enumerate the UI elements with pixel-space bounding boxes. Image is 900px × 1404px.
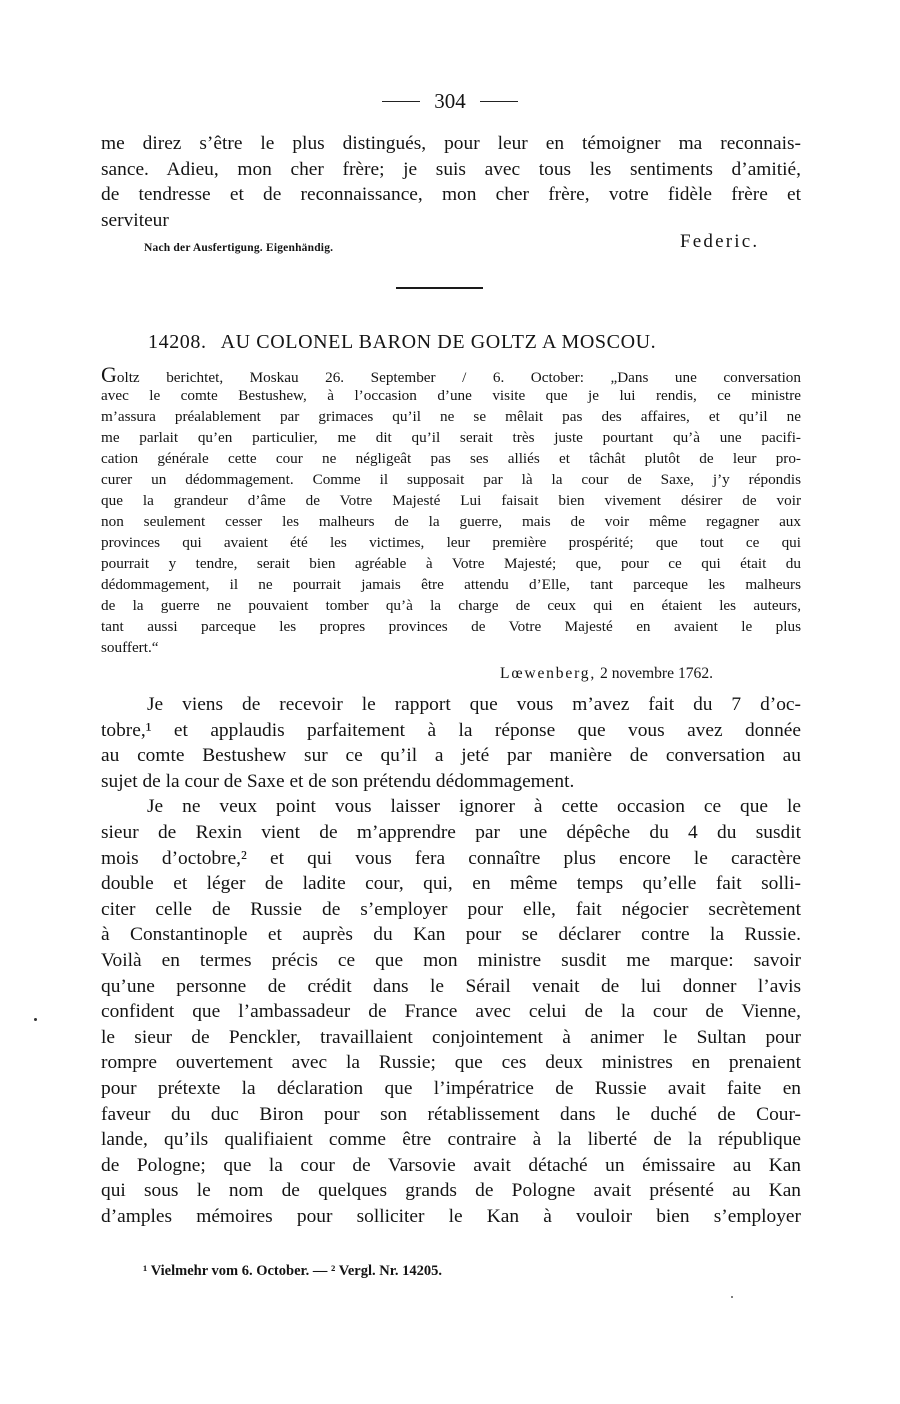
text-line: de tendresse et de reconnaissance, mon cher frère, votre fidèle frère et xyxy=(101,184,801,206)
text-line: sance. Adieu, mon cher frère; je suis avec tous les sentiments d’amitié, xyxy=(101,158,801,180)
source-note: Nach der Ausfertigung. Eigenhändig. xyxy=(144,242,334,254)
text-line: au comte Bestushew sur ce qu’il a jeté par manière de conversation au xyxy=(101,745,801,767)
initial-letter: G xyxy=(101,364,117,385)
margin-speck xyxy=(34,1018,37,1021)
text-line: qu’une personne de crédit dans le Sérail venait de lui donner l’avis xyxy=(101,975,801,997)
letter-end-text xyxy=(101,131,801,233)
text-line: sieur de Rexin vient de m’apprendre par une dépêche du 4 du susdit xyxy=(101,821,801,843)
text-line: lande, qu’ils qualifiaient comme être contraire à la liberté de la république xyxy=(101,1129,801,1151)
text-line: me parlait qu’en particulier, me dit qu’il serait très juste pourtant qu’à une pacifi- xyxy=(101,429,801,446)
footnotes: ¹ Vielmehr vom 6. October. — ² Vergl. Nr. 14205. xyxy=(143,1263,442,1279)
dateline xyxy=(500,665,713,683)
text-line: que la grandeur d’âme de Votre Majesté Lui faisait bien vivement désirer de voir xyxy=(101,492,801,509)
text-line: d’amples mémoires pour solliciter le Kan à vouloir bien s’employer xyxy=(101,1205,801,1227)
text-line: cation générale cette cour ne négligeât pas ses alliés et tâchât plutôt de leur pro- xyxy=(101,450,801,467)
text-line: provinces qui avaient été les victimes, leur première prospérité; que tout ce qui xyxy=(101,534,801,551)
text-line: curer un dédommagement. Comme il supposait par là la cour de Saxe, j’y répondis xyxy=(101,471,801,488)
section-title: AU COLONEL BARON DE GOLTZ A MOSCOU. xyxy=(220,331,657,353)
text-line: faveur du duc Biron pour son rétablissement dans le duché de Cour- xyxy=(101,1103,801,1125)
text-line: qui sous le nom de quelques grands de Pologne avait présenté au Kan xyxy=(101,1180,801,1202)
letter-body xyxy=(101,692,801,1229)
text-line: non seulement cesser les malheurs de la guerre, mais de voir même regagner aux xyxy=(101,513,801,530)
page-number: 304 xyxy=(434,89,466,113)
report-summary xyxy=(101,364,801,658)
text-line: tobre,¹ et applaudis parfaitement à la réponse que vous avez donnée xyxy=(101,719,801,741)
section-heading xyxy=(148,331,656,354)
text-line: Je ne veux point vous laisser ignorer à cette occasion ce que le xyxy=(147,796,801,818)
text-line: à Constantinople et auprès du Kan pour se déclarer contre la Russie. xyxy=(101,924,801,946)
text-line: confident que l’ambassadeur de France avec celui de la cour de Vienne, xyxy=(101,1001,801,1023)
text-line: souffert.“ xyxy=(101,639,159,656)
text-line: Goltz berichtet, Moskau 26. September / 6. October: „Dans une conversation xyxy=(101,364,801,385)
text-line: mois d’octobre,² et qui vous fera connaître plus encore le caractère xyxy=(101,847,801,869)
text-line: Voilà en termes précis ce que mon ministre susdit me marque: savoir xyxy=(101,949,801,971)
section-divider xyxy=(396,287,483,289)
text-line: m’assura préalablement par grimaces qu’il ne se mêlait pas des affaires, et qu’il ne xyxy=(101,408,801,425)
text-line: avec le comte Bestushew, à l’occasion d’une visite que je lui rendis, ce ministre xyxy=(101,387,801,404)
header-dash-left xyxy=(382,101,420,102)
dateline-place: Lœwenberg, xyxy=(500,665,597,682)
text-line: sujet de la cour de Saxe et de son prétendu dédommagement. xyxy=(101,770,575,792)
page-header xyxy=(0,86,900,115)
signature: Federic. xyxy=(680,231,760,252)
header-dash-right xyxy=(480,101,518,102)
text-line: pour prétexte la déclaration que l’impératrice de Russie avait faite en xyxy=(101,1077,801,1099)
text-line: de la guerre ne pouvaient tomber qu’à la charge de ceux qui en étaient les auteurs, xyxy=(101,597,801,614)
text-line: de Pologne; que la cour de Varsovie avait détaché un émissaire au Kan xyxy=(101,1154,801,1176)
text-line: me direz s’être le plus distingués, pour leur en témoigner ma reconnais- xyxy=(101,133,801,154)
text-line: le sieur de Penckler, travaillaient conjointement à animer le Sultan pour xyxy=(101,1026,801,1048)
text-line: pourrait y tendre, serait bien agréable à Votre Majesté; que, pour ce qui était du xyxy=(101,555,801,572)
dateline-date: 2 novembre 1762. xyxy=(600,665,714,682)
text-line: rompre ouvertement avec la Russie; que ces deux ministres en prenaient xyxy=(101,1052,801,1074)
text-line: dédommagement, il ne pourrait jamais être attendu d’Elle, tant parceque les malheurs xyxy=(101,576,801,593)
margin-speck xyxy=(731,1296,733,1298)
text-line: serviteur xyxy=(101,209,169,231)
section-number: 14208. xyxy=(148,331,207,353)
text-line: double et léger de ladite cour, qui, en même temps qu’elle fait solli- xyxy=(101,873,801,895)
text-line: Je viens de recevoir le rapport que vous m’avez fait du 7 d’oc- xyxy=(147,694,801,715)
text-line: citer celle de Russie de s’employer pour elle, fait négocier secrètement xyxy=(101,898,801,920)
text-line: tant aussi parceque les propres provinces de Votre Majesté en avaient le plus xyxy=(101,618,801,635)
